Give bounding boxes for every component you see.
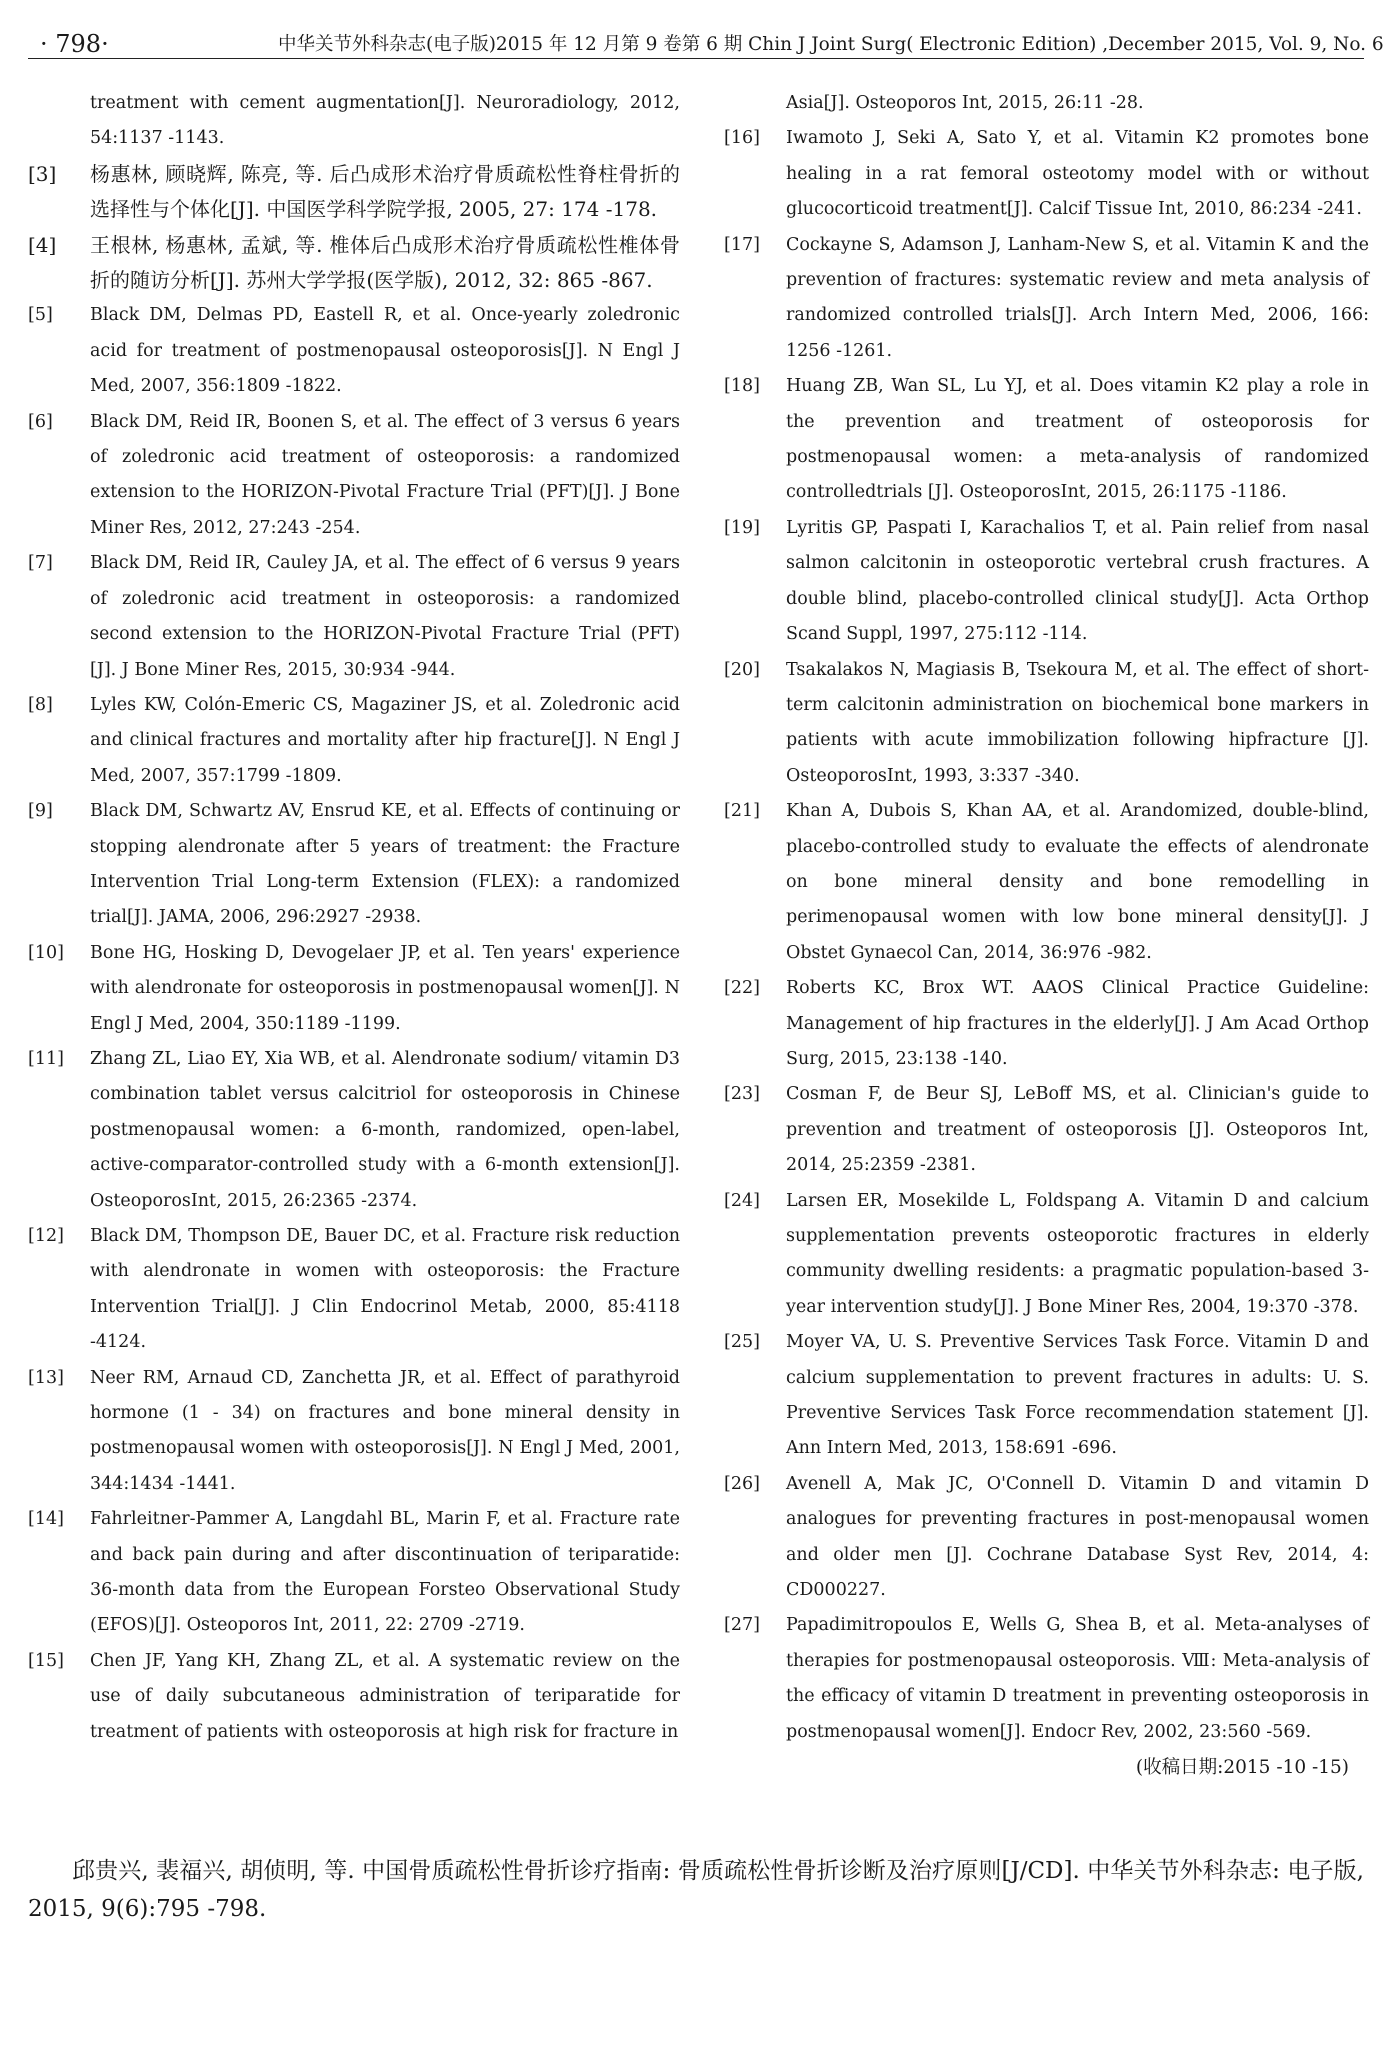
reference-text: Black DM, Reid IR, Boonen S, et al. The effect of 3 versus 6 years of zoledronic acid treatment of osteoporosis: a randomized extension to the HORIZON-Pivotal Fracture Trial (PFT)[J]. J Bone Miner Res, 2012, 27:243 -254. <box>90 411 680 538</box>
reference-item <box>724 1184 1369 1326</box>
reference-text: Chen JF, Yang KH, Zhang ZL, et al. A systematic review on the use of daily subcutaneous administration of teriparatide for treatment of patients with osteoporosis at high risk for fracture in <box>90 1650 680 1742</box>
reference-number: [10] <box>28 942 64 963</box>
left-reference-column <box>28 86 680 1750</box>
reference-item <box>28 688 680 794</box>
reference-item <box>724 228 1369 370</box>
reference-number: [20] <box>724 659 760 680</box>
reference-number: [25] <box>724 1332 760 1353</box>
reference-item <box>28 228 680 299</box>
header-divider <box>28 58 1364 59</box>
reference-number: [15] <box>28 1650 64 1671</box>
reference-text: 王根林, 杨惠林, 孟斌, 等. 椎体后凸成形术治疗骨质疏松性椎体骨折的随访分析[J]. 苏州大学学报(医学版), 2012, 32: 865 -867. <box>90 232 680 293</box>
reference-text: Moyer VA, U. S. Preventive Services Task Force. Vitamin D and calcium supplementation to prevent fractures in adults: U. S. Preventive Services Task Force recommendation statement [J]. Ann Intern Med, 2013, 158:691 -696. <box>786 1332 1369 1459</box>
reference-item <box>28 298 680 404</box>
reference-number: [14] <box>28 1509 64 1530</box>
reference-text: Roberts KC, Brox WT. AAOS Clinical Practice Guideline: Management of hip fractures in the elderly[J]. J Am Acad Orthop Surg, 2015, 23:138 -140. <box>786 978 1369 1069</box>
reference-number: [23] <box>724 1084 760 1105</box>
reference-item <box>724 511 1369 653</box>
reference-item <box>28 157 680 228</box>
reference-number: [18] <box>724 376 760 397</box>
reference-text: Tsakalakos N, Magiasis B, Tsekoura M, et al. The effect of short-term calcitonin administration on biochemical bone markers in patients with acute immobilization following hipfracture [J]. OsteoporosInt, 1993, 3:337 -340. <box>786 659 1369 786</box>
reference-text: Khan A, Dubois S, Khan AA, et al. Arandomized, double-blind, placebo-controlled study to evaluate the effects of alendronate on bone mineral density and bone remodelling in perimenopausal women with low bone mineral density[J]. J Obstet Gynaecol Can, 2014, 36:976 -982. <box>786 801 1369 963</box>
reference-item <box>28 1042 680 1219</box>
reference-text: Black DM, Reid IR, Cauley JA, et al. The effect of 6 versus 9 years of zoledronic acid treatment in osteoporosis: a randomized second extension to the HORIZON-Pivotal Fracture Trial (PFT) [J]. J Bone Miner Res, 2015, 30:934 -944. <box>90 553 680 680</box>
reference-text: Larsen ER, Mosekilde L, Foldspang A. Vitamin D and calcium supplementation prevents osteoporotic fractures in elderly community dwelling residents: a pragmatic population-based 3-year intervention study[J]. J Bone Miner Res, 2004, 19:370 -378. <box>786 1190 1369 1317</box>
reference-number: [3] <box>28 161 57 186</box>
reference-item <box>724 971 1369 1077</box>
reference-text: Cosman F, de Beur SJ, LeBoff MS, et al. Clinician's guide to prevention and treatment of osteoporosis [J]. Osteoporos Int, 2014, 25:2359 -2381. <box>786 1084 1369 1176</box>
reference-number: [16] <box>724 128 760 149</box>
reference-item <box>724 1077 1369 1183</box>
reference-item <box>724 794 1369 971</box>
reference-number: [21] <box>724 801 760 822</box>
reference-number: [27] <box>724 1615 760 1636</box>
reference-item <box>724 121 1369 227</box>
reference-number: [26] <box>724 1473 760 1494</box>
reference-item <box>28 546 680 688</box>
received-date: (收稿日期:2015 -10 -15) <box>1135 1757 1349 1779</box>
reference-item <box>28 86 680 157</box>
reference-item <box>724 1608 1369 1750</box>
reference-text: 杨惠林, 顾晓辉, 陈亮, 等. 后凸成形术治疗骨质疏松性脊柱骨折的选择性与个体化[J]. 中国医学科学院学报, 2005, 27: 174 -178. <box>90 161 680 222</box>
reference-text: Black DM, Thompson DE, Bauer DC, et al. Fracture risk reduction with alendronate in women with osteoporosis: the Fracture Intervention Trial[J]. J Clin Endocrinol Metab, 2000, 85:4118 -4124. <box>90 1226 680 1353</box>
reference-text: Avenell A, Mak JC, O'Connell D. Vitamin D and vitamin D analogues for preventing fractures in post-menopausal women and older men [J]. Cochrane Database Syst Rev, 2014, 4: CD000227. <box>786 1473 1369 1601</box>
reference-text: Asia[J]. Osteoporos Int, 2015, 26:11 -28. <box>786 93 1144 113</box>
reference-item <box>28 1502 680 1644</box>
reference-item <box>724 1467 1369 1609</box>
reference-number: [12] <box>28 1226 64 1246</box>
reference-text: Lyritis GP, Paspati I, Karachalios T, et al. Pain relief from nasal salmon calcitonin in osteoporotic vertebral crush fractures. A double blind, placebo-controlled clinical study[J]. Acta Orthop Scand Suppl, 1997, 275:112 -114. <box>786 517 1369 645</box>
reference-number: [11] <box>28 1048 64 1069</box>
reference-item <box>28 405 680 547</box>
reference-number: [4] <box>28 232 57 257</box>
reference-number: [7] <box>28 553 53 574</box>
reference-text: Black DM, Delmas PD, Eastell R, et al. Once-yearly zoledronic acid for treatment of postmenopausal osteoporosis[J]. N Engl J Med, 2007, 356:1809 -1822. <box>90 305 680 397</box>
reference-item <box>28 936 680 1042</box>
reference-text: Neer RM, Arnaud CD, Zanchetta JR, et al. Effect of parathyroid hormone (1 - 34) on fractures and bone mineral density in postmenopausal women with osteoporosis[J]. N Engl J Med, 2001, 344:1434 -1441. <box>90 1367 680 1494</box>
reference-item <box>724 1325 1369 1467</box>
reference-item <box>28 1361 680 1503</box>
reference-text: Cockayne S, Adamson J, Lanham-New S, et al. Vitamin K and the prevention of fractures: systematic review and meta analysis of randomized controlled trials[J]. Arch Intern Med, 2006, 166: 1256 -1261. <box>786 234 1369 361</box>
reference-text: Bone HG, Hosking D, Devogelaer JP, et al. Ten years' experience with alendronate for osteoporosis in postmenopausal women[J]. N Engl J Med, 2004, 350:1189 -1199. <box>90 942 680 1034</box>
reference-text: treatment with cement augmentation[J]. Neuroradiology, 2012, 54:1137 -1143. <box>90 93 680 149</box>
reference-item <box>28 1644 680 1750</box>
reference-item <box>724 653 1369 795</box>
reference-text: Lyles KW, Colón-Emeric CS, Magaziner JS, et al. Zoledronic acid and clinical fractures and mortality after hip fracture[J]. N Engl J Med, 2007, 357:1799 -1809. <box>90 694 680 786</box>
reference-text: Papadimitropoulos E, Wells G, Shea B, et al. Meta-analyses of therapies for postmenopausal osteoporosis. Ⅷ: Meta-analysis of the efficacy of vitamin D treatment in preventing osteoporosis in postmenopausal women[J]. Endocr Rev, 2002, 23:560 -569. <box>786 1615 1369 1742</box>
reference-item <box>28 794 680 936</box>
reference-number: [17] <box>724 234 760 255</box>
page-number: · 798· <box>40 30 109 58</box>
reference-number: [13] <box>28 1367 64 1388</box>
reference-text: Iwamoto J, Seki A, Sato Y, et al. Vitamin K2 promotes bone healing in a rat femoral osteotomy model with or without glucocorticoid treatment[J]. Calcif Tissue Int, 2010, 86:234 -241. <box>786 128 1369 220</box>
reference-number: [9] <box>28 801 53 822</box>
reference-text: Zhang ZL, Liao EY, Xia WB, et al. Alendronate sodium/ vitamin D3 combination tablet versus calcitriol for osteoporosis in Chinese postmenopausal women: a 6-month, randomized, open-label, active-comparator-controlled study with a 6-month extension[J]. OsteoporosInt, 2015, 26:2365 -2374. <box>90 1048 680 1211</box>
reference-number: [19] <box>724 517 760 538</box>
journal-running-head: 中华关节外科杂志(电子版)2015 年 12 月第 9 卷第 6 期 Chin J Joint Surg( Electronic Edition) ,December 2015, Vol. 9, No. 6 <box>278 34 1384 55</box>
reference-text: Black DM, Schwartz AV, Ensrud KE, et al. Effects of continuing or stopping alendronate after 5 years of treatment: the Fracture Intervention Trial Long-term Extension (FLEX): a randomized trial[J]. JAMA, 2006, 296:2927 -2938. <box>90 801 680 928</box>
reference-number: [8] <box>28 694 53 715</box>
reference-text: Huang ZB, Wan SL, Lu YJ, et al. Does vitamin K2 play a role in the prevention and treatment of osteoporosis for postmenopausal women: a meta-analysis of randomized controlledtrials [J]. OsteoporosInt, 2015, 26:1175 -1186. <box>786 376 1369 503</box>
reference-text: Fahrleitner-Pammer A, Langdahl BL, Marin F, et al. Fracture rate and back pain during and after discontinuation of teriparatide: 36-month data from the European Forsteo Observational Study (EFOS)[J]. Osteoporos Int, 2011, 22: 2709 -2719. <box>90 1509 680 1636</box>
reference-item <box>724 86 1369 121</box>
page-header <box>0 28 1394 58</box>
reference-number: [22] <box>724 978 760 999</box>
citation-note: 邱贵兴, 裴福兴, 胡侦明, 等. 中国骨质疏松性骨折诊疗指南: 骨质疏松性骨折诊断及治疗原则[J/CD]. 中华关节外科杂志: 电子版, 2015, 9(6):795 -798. <box>28 1858 1364 1922</box>
reference-item <box>724 369 1369 511</box>
reference-number: [24] <box>724 1190 760 1211</box>
reference-item <box>28 1219 680 1361</box>
reference-number: [5] <box>28 305 53 326</box>
reference-number: [6] <box>28 411 53 432</box>
right-reference-column <box>724 86 1369 1785</box>
